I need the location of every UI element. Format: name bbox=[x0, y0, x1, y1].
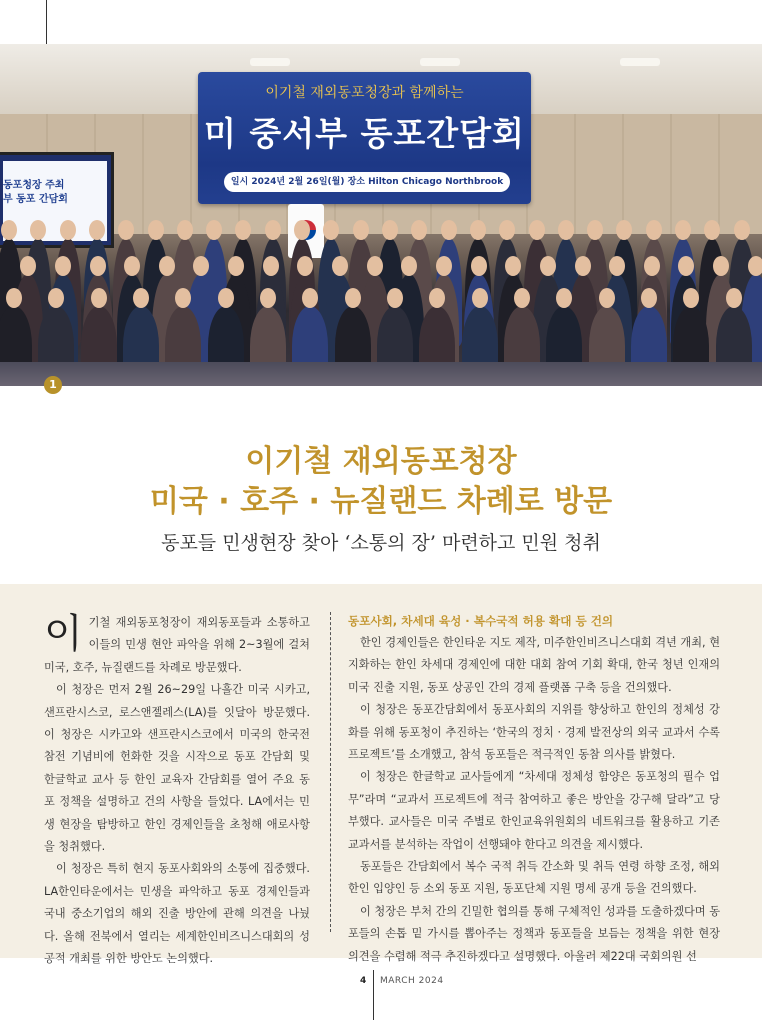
article-left-column bbox=[44, 612, 310, 971]
issue-label: MARCH 2024 bbox=[380, 976, 444, 986]
dropcap: 이 bbox=[44, 611, 83, 657]
subheading: 동포사회, 차세대 육성 · 복수국적 허용 확대 등 건의 bbox=[348, 614, 614, 628]
event-banner bbox=[198, 72, 531, 204]
column-divider bbox=[330, 612, 331, 932]
paragraph-text: 기철 재외동포청장이 재외동포들과 소통하고 이들의 민생 현안 파악을 위해 2~3월에 걸쳐 미국, 호주, 뉴질랜드를 차례로 방문했다. bbox=[44, 616, 310, 674]
crowd bbox=[0, 216, 762, 366]
paragraph: 이 청장은 먼저 2월 26~29일 나흘간 미국 시카고, 샌프란시스코, 로스앤젤레스(LA)를 잇달아 방문했다. 이 청장은 시카고와 샌프란시스코에서 미국의 한국전 참전 기념비에 헌화한 것을 시작으로 동포 간담회 및 한글학교 교사 등 한인 교육자 간담회를 열어 주요 동포 정책을 설명하고 건의 사항을 들었다. LA에서는 민생 현장을 탐방하고 한인 경제인들을 초청해 애로사항을 청취했다. bbox=[44, 683, 310, 854]
event-group-photo bbox=[0, 44, 762, 386]
paragraph: 이 청장은 부처 간의 긴밀한 협의를 통해 구체적인 성과를 도출하겠다며 동포들의 손톱 밑 가시를 뽑아주는 정책과 동포들을 보듬는 정책을 위한 현장 의견을 수렴해 적극 추진하겠다고 설명했다. 아울러 제22대 국회의원 선 bbox=[348, 904, 720, 963]
article-title bbox=[0, 442, 762, 522]
screen-text-line2: 부 동포 간담회 bbox=[3, 194, 68, 205]
paragraph: 이 청장은 특히 현지 동포사회와의 소통에 집중했다. LA한인타운에서는 민생을 파악하고 동포 경제인들과 국내 중소기업의 해외 진출 방안에 관해 의견을 나눴다. 올해 전북에서 열리는 세계한인비즈니스대회의 성공적 개최를 위한 방안도 논의했다. bbox=[44, 862, 310, 966]
article-right-column bbox=[348, 610, 720, 968]
ceiling-light bbox=[620, 58, 660, 66]
paragraph: 이 청장은 동포간담회에서 동포사회의 지위를 향상하고 한인의 정체성 강화를 위해 동포청이 추진하는 ‘한국의 정치 · 경제 발전상의 외국 교과서 수록 프로젝트’를 소개했고, 참석 동포들은 적극적인 동참 의사를 밝혔다. bbox=[348, 703, 720, 762]
paragraph bbox=[44, 612, 310, 679]
ceiling-light bbox=[420, 58, 460, 66]
page-number: 4 bbox=[360, 976, 367, 986]
paragraph: 한인 경제인들은 한인타운 지도 제작, 미주한인비즈니스대회 격년 개최, 현지화하는 한인 차세대 경제인에 대한 대회 참여 기회 확대, 한국 청년 인재의 미국 진출 지원, 동포 상공인 간의 경제 플랫폼 구축 등을 건의했다. bbox=[348, 636, 720, 694]
footer-rule bbox=[373, 970, 374, 1020]
paragraph: 동포들은 간담회에서 복수 국적 취득 간소화 및 취득 연령 하향 조정, 해외 한인 입양인 등 소외 동포 지원, 동포단체 지원 명세 공개 등을 건의했다. bbox=[348, 860, 720, 896]
banner-subtitle: 이기철 재외동포청장과 함께하는 bbox=[265, 85, 464, 101]
photo-number-badge: 1 bbox=[44, 376, 62, 394]
ceiling-light bbox=[250, 58, 290, 66]
article-subtitle: 동포들 민생현장 찾아 ‘소통의 장’ 마련하고 민원 청취 bbox=[161, 532, 601, 554]
paragraph: 이 청장은 한글학교 교사들에게 “차세대 정체성 함양은 동포청의 필수 업무”라며 “교과서 프로젝트에 적극 참여하고 좋은 방안을 강구해 달라”고 당부했다. 교사들은 미국 주별로 한인교육위원회의 네트워크를 활용하고 기존 교과서를 분석하는 작업이 선행돼야 한다고 의견을 제시했다. bbox=[348, 770, 720, 851]
screen-text-line1: 동포청장 주최 bbox=[3, 180, 65, 191]
photo-floor bbox=[0, 362, 762, 386]
banner-info: 일시 2024년 2월 26일(월) 장소 Hilton Chicago Northbrook bbox=[224, 172, 510, 192]
title-line-1: 이기철 재외동포청장 bbox=[245, 444, 517, 479]
title-line-2: 미국 · 호주 · 뉴질랜드 차례로 방문 bbox=[149, 484, 613, 519]
banner-title: 미 중서부 동포간담회 bbox=[204, 114, 525, 153]
